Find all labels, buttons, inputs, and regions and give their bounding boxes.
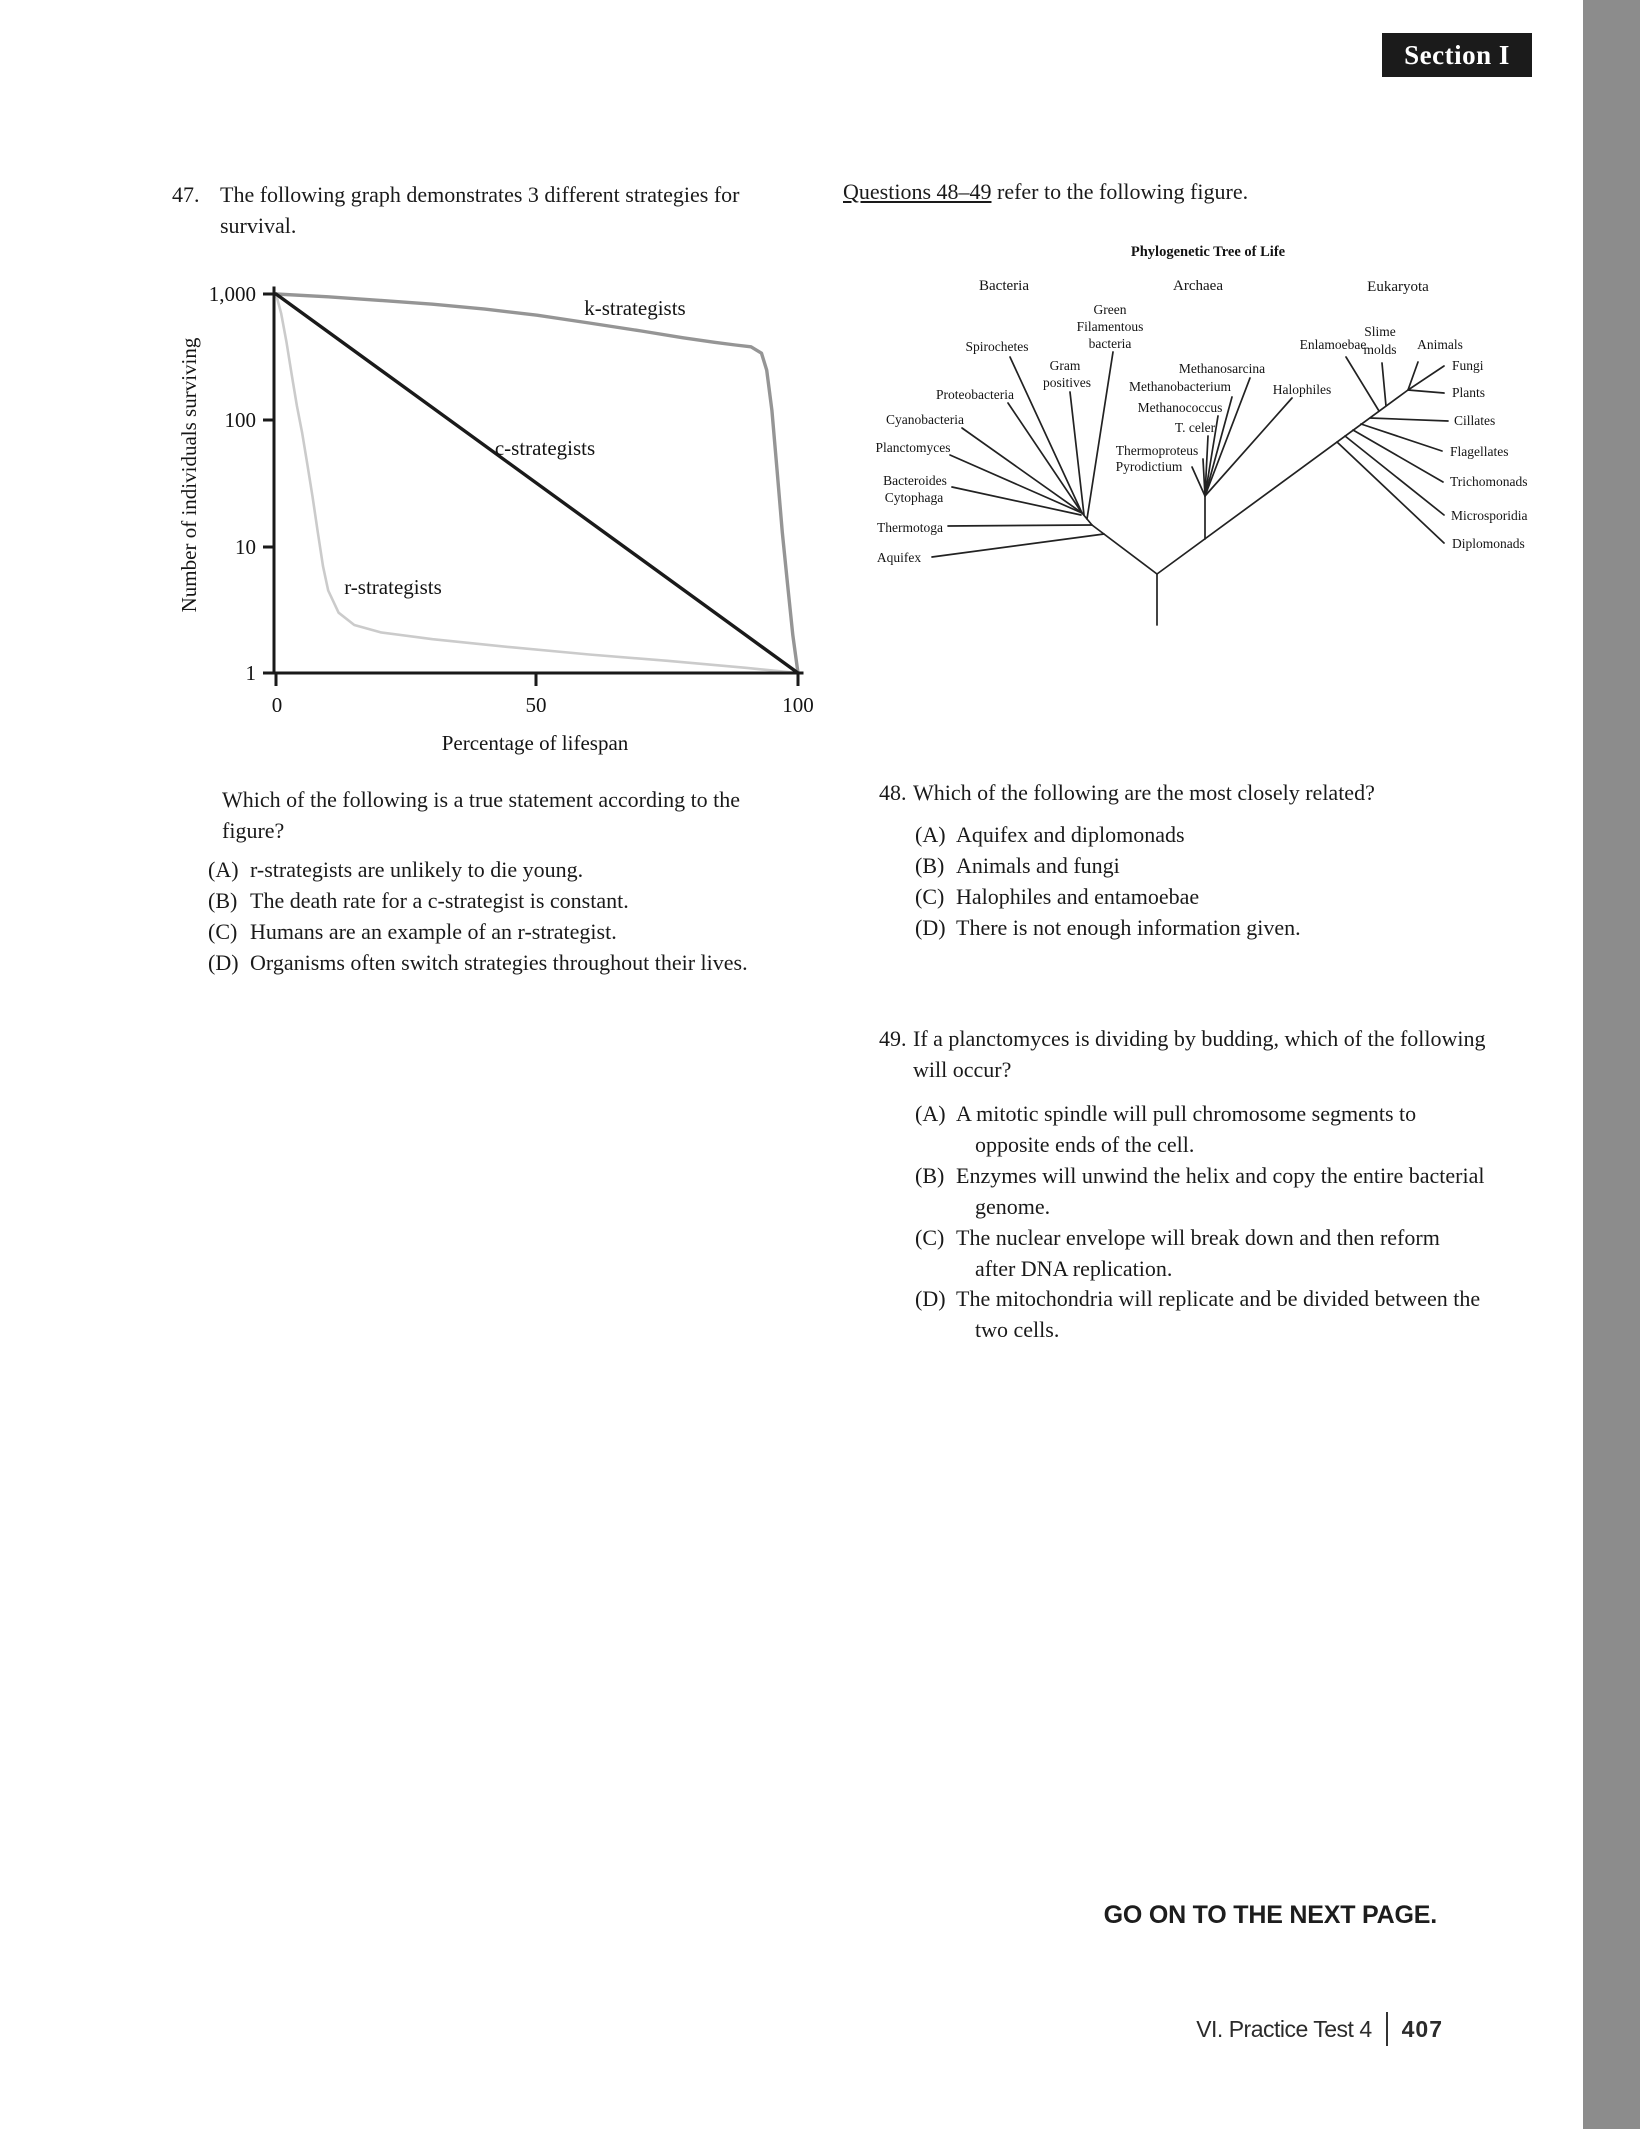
taxon-label: Spirochetes	[965, 339, 1029, 354]
taxon-label: Diplomonads	[1452, 536, 1525, 551]
chart-axes	[263, 288, 802, 686]
choice-row	[915, 1284, 1485, 1346]
eukaryota-taxa-labels	[1300, 324, 1528, 551]
taxon-label: Pyrodictium	[1115, 459, 1183, 474]
choice-text: There is not enough information given.	[956, 914, 1301, 940]
question-48-choices	[915, 820, 1495, 944]
question-48-number: 48.	[879, 780, 907, 805]
branch-line	[948, 525, 1092, 526]
taxon-label: Thermoproteus	[1115, 443, 1199, 458]
choice-text: The death rate for a c-strategist is constant.	[250, 887, 629, 913]
taxon-label: Thermotoga	[877, 520, 943, 535]
taxon-label: Flagellates	[1450, 444, 1509, 459]
branch-line	[1353, 430, 1443, 482]
question-49-number: 49.	[879, 1026, 907, 1051]
taxon-label: Proteobacteria	[936, 387, 1014, 402]
choice-row	[208, 855, 829, 886]
taxon-label: molds	[1363, 342, 1397, 357]
choice-letter: (D)	[208, 949, 239, 975]
branch-line	[1337, 442, 1444, 543]
c-strategists-curve	[276, 294, 798, 673]
choice-letter: (B)	[208, 887, 238, 913]
choice-text: A mitotic spindle will pull chromosome segments to opposite ends of the cell.	[956, 1101, 1417, 1157]
taxon-label: Cyanobacteria	[886, 412, 964, 427]
chart-tick-labels	[209, 282, 814, 717]
domain-eukaryota: Eukaryota	[1367, 279, 1429, 295]
branch-line	[932, 534, 1104, 557]
eukaryota-clade-lines	[1337, 357, 1448, 543]
branch-line	[1346, 357, 1379, 411]
choice-row	[915, 820, 1495, 851]
x-tick-label: 50	[525, 693, 547, 717]
choice-letter: (A)	[208, 857, 239, 882]
choice-row	[915, 851, 1495, 882]
choice-row	[915, 913, 1495, 944]
taxon-label: Methanobacterium	[1129, 379, 1231, 394]
taxon-label: Methanococcus	[1137, 400, 1223, 415]
question-49	[879, 1024, 1539, 1086]
taxon-label: Halophiles	[1272, 382, 1332, 397]
choice-letter: (D)	[915, 914, 946, 940]
footer-divider	[1386, 2012, 1388, 2046]
choice-text: Enzymes will unwind the helix and copy the entire bacterial genome.	[956, 1162, 1485, 1219]
choice-text: The nuclear envelope will break down and then reform after DNA replication.	[956, 1224, 1440, 1281]
choice-letter: (C)	[208, 918, 238, 944]
taxon-label: Gram	[1049, 358, 1081, 373]
choice-text: The mitochondria will replicate and be divided between the two cells.	[956, 1286, 1481, 1343]
branch-line	[1361, 424, 1442, 451]
phylogenetic-tree	[840, 235, 1580, 645]
taxon-label: Filamentous	[1076, 319, 1144, 334]
branch-line	[1408, 390, 1444, 393]
tree-trunk-lines	[1082, 362, 1418, 625]
choice-row	[208, 886, 829, 917]
figure-reference-rest: refer to the following figure.	[991, 179, 1249, 204]
x-tick-label: 100	[782, 693, 814, 717]
question-47-stem: The following graph demonstrates 3 different strategies for survival.	[220, 182, 740, 238]
choice-letter: (D)	[915, 1286, 946, 1312]
y-axis-title: Number of individuals surviving	[177, 337, 201, 613]
taxon-label: Methanosarcina	[1178, 361, 1266, 376]
choice-text: Halophiles and entamoebae	[956, 883, 1200, 909]
choice-letter: (A)	[915, 822, 946, 847]
choice-row	[915, 1099, 1485, 1161]
c-strategists-label: c-strategists	[494, 436, 596, 460]
branch-line	[1205, 378, 1250, 496]
taxon-label: Trichomonads	[1450, 474, 1528, 489]
taxon-label: T. celer	[1174, 420, 1216, 435]
y-tick-label: 1	[245, 661, 256, 685]
question-47	[172, 180, 832, 242]
branch-line	[1070, 392, 1084, 515]
tree-title: Phylogenetic Tree of Life	[1130, 244, 1286, 260]
taxon-label: Aquifex	[876, 550, 922, 565]
y-tick-label: 100	[224, 408, 256, 432]
taxon-label: Microsporidia	[1451, 508, 1528, 523]
taxon-label: Enlamoebae	[1299, 337, 1367, 352]
section-badge-label: Section I	[1404, 39, 1510, 70]
x-tick-label: 0	[271, 693, 283, 717]
choice-row	[208, 948, 829, 979]
taxon-label: Animals	[1417, 337, 1463, 352]
question-48	[879, 778, 1539, 809]
choice-text: r-strategists are unlikely to die young.	[250, 857, 584, 882]
taxon-label: Plants	[1452, 385, 1486, 400]
branch-line	[952, 487, 1081, 515]
y-tick-label: 10	[235, 535, 256, 559]
section-badge	[1382, 33, 1532, 77]
archaea-taxa-labels	[1116, 361, 1332, 474]
right-margin-bar	[1583, 0, 1640, 2129]
footer-book-label: VI. Practice Test 4	[1196, 2015, 1372, 2042]
figure-reference	[843, 177, 1248, 208]
branch-line	[1370, 418, 1448, 421]
taxon-label: Planctomyces	[875, 440, 951, 455]
taxon-label: positives	[1042, 375, 1092, 390]
taxon-label: Fungi	[1452, 358, 1484, 373]
branch-line	[1408, 366, 1444, 390]
choice-row	[915, 1223, 1485, 1285]
choice-row	[208, 917, 829, 948]
choice-row	[915, 882, 1495, 913]
question-49-choices	[915, 1099, 1485, 1346]
page-footer	[1196, 2012, 1443, 2046]
survivorship-chart	[160, 270, 840, 780]
choice-letter: (C)	[915, 1224, 945, 1250]
taxon-label: Slime	[1364, 324, 1396, 339]
choice-text: Animals and fungi	[956, 852, 1120, 878]
domain-archaea: Archaea	[1173, 278, 1223, 294]
domain-bacteria: Bacteria	[979, 278, 1029, 294]
choice-letter: (B)	[915, 1162, 945, 1188]
taxon-label: Bacteroides	[883, 473, 947, 488]
r-strategists-label: r-strategists	[344, 575, 442, 599]
branch-line	[1345, 436, 1444, 515]
branch-line	[962, 428, 1082, 513]
question-49-stem: If a planctomyces is dividing by budding, which of the following will occur?	[913, 1026, 1486, 1082]
choice-text: Humans are an example of an r-strategist.	[250, 918, 617, 944]
taxon-label: Green	[1093, 302, 1127, 317]
choice-text: Organisms often switch strategies throughout their lives.	[250, 949, 748, 975]
taxon-label: Cytophaga	[884, 490, 944, 505]
page-number: 407	[1401, 2015, 1443, 2042]
choice-letter: (B)	[915, 852, 945, 878]
x-axis-title: Percentage of lifespan	[441, 731, 629, 755]
choice-text: Aquifex and diplomonads	[956, 822, 1185, 847]
k-strategists-label: k-strategists	[584, 296, 686, 320]
go-on-notice: GO ON TO THE NEXT PAGE.	[1103, 1901, 1437, 1929]
branch-line	[1092, 525, 1157, 574]
question-48-stem: Which of the following are the most closely related?	[913, 780, 1375, 805]
taxon-label: bacteria	[1088, 336, 1132, 351]
figure-reference-underlined: Questions 48–49	[843, 179, 992, 204]
choice-letter: (A)	[915, 1101, 946, 1126]
question-47-prompt: Which of the following is a true statement according to the figure?	[222, 787, 741, 843]
choice-row	[915, 1161, 1485, 1223]
y-tick-label: 1,000	[208, 282, 256, 306]
choice-letter: (C)	[915, 883, 945, 909]
question-47-choices	[208, 855, 829, 979]
question-47-number: 47.	[172, 182, 200, 207]
branch-line	[1382, 363, 1386, 406]
taxon-label: Cillates	[1454, 413, 1496, 428]
